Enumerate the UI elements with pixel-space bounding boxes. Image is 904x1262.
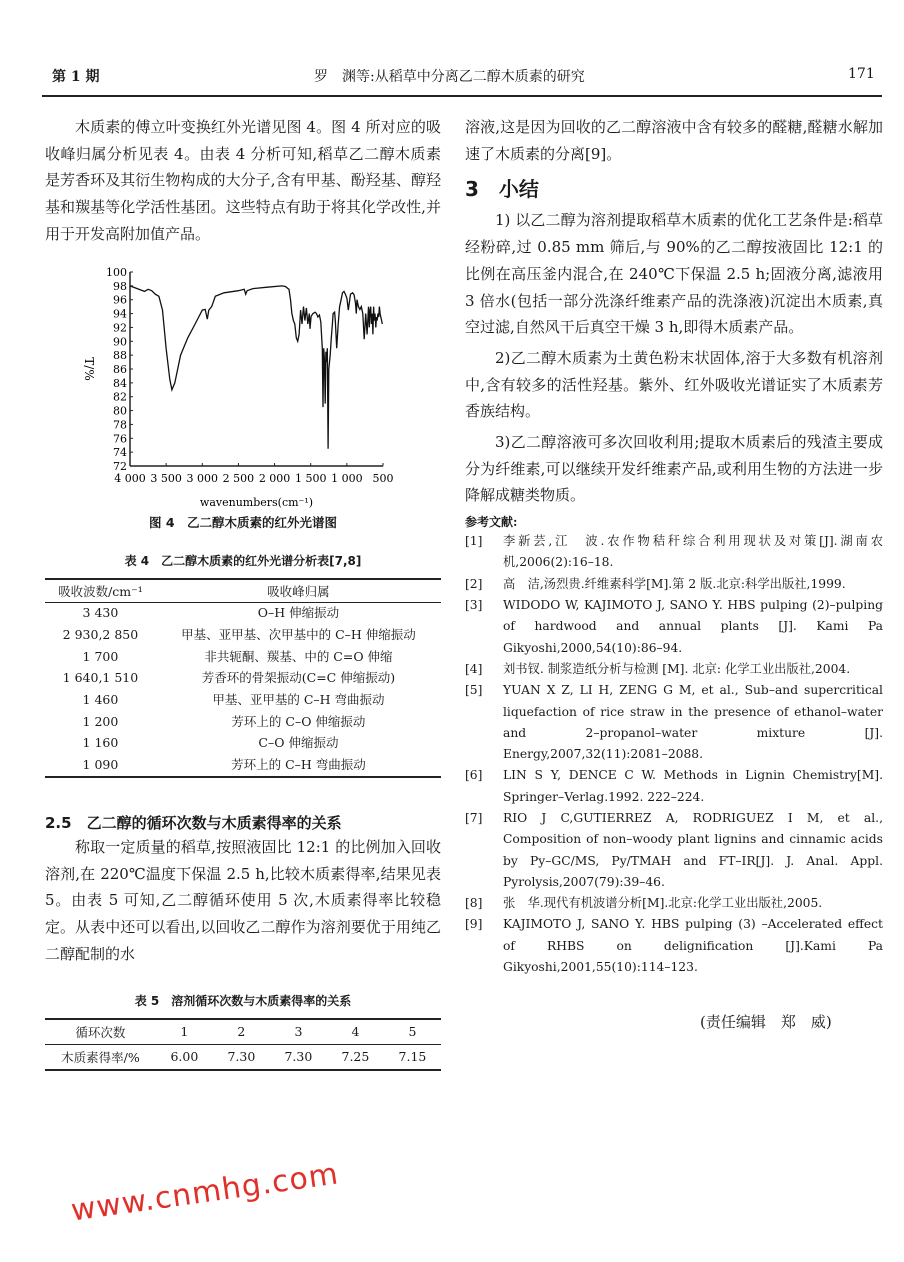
y-tick-label: 88 <box>113 348 127 362</box>
table5-row-label: 木质素得率/% <box>61 1049 140 1065</box>
reference-item <box>465 574 883 595</box>
page-number: 171 <box>848 66 875 82</box>
assignment-cell: 甲基、亚甲基、次甲基中的 C–H 伸缩振动 <box>181 627 416 643</box>
table5 <box>45 1018 441 1071</box>
table-row <box>45 733 441 755</box>
y-tick-label: 96 <box>113 293 127 307</box>
table4 <box>45 578 441 779</box>
reference-number: [1] <box>465 534 483 549</box>
references-heading: 参考文献: <box>465 515 518 530</box>
reference-item <box>465 531 883 574</box>
table4-header: 吸收峰归属 <box>156 579 441 603</box>
spectrum-line <box>130 285 382 448</box>
reference-number: [6] <box>465 768 483 783</box>
y-tick-label: 100 <box>106 265 127 279</box>
reference-item <box>465 893 883 914</box>
reference-text: 刘书钗. 制浆造纸分析与检测 [M]. 北京: 化学工业出版社,2004. <box>503 661 851 676</box>
x-tick-label: 3 000 <box>186 471 219 485</box>
left-column <box>45 114 441 1071</box>
reference-item <box>465 914 883 978</box>
conclusion-item: 2)乙二醇木质素为土黄色粉末状固体,溶于大多数有机溶剂中,含有较多的活性羟基。紫外、红外吸收光谱证实了木质素芳香族结构。 <box>465 348 883 421</box>
header-rule <box>42 95 882 97</box>
y-axis-label: T/% <box>82 356 96 381</box>
assignment-cell: C–O 伸缩振动 <box>258 735 339 751</box>
x-tick-label: 1 000 <box>331 471 363 485</box>
reference-text: WIDODO W, KAJIMOTO J, SANO Y. HBS pulping (2)–pulping of hardwood and annual plants [J]. Kami Pa Gikyoshi,2000,54(10):86–94. <box>503 598 883 655</box>
assignment-cell: 非共轭酮、羰基、中的 C=O 伸缩 <box>204 648 393 664</box>
wavenumber-cell: 1 090 <box>82 757 119 773</box>
yield-cell: 7.30 <box>284 1049 313 1065</box>
x-tick-label: 1 500 <box>294 471 327 485</box>
yield-cell: 6.00 <box>170 1049 199 1065</box>
section-2-5-heading: 2.5 乙二醇的循环次数与木质素得率的关系 <box>45 814 342 833</box>
assignment-cell: 芳环上的 C–O 伸缩振动 <box>231 713 366 729</box>
issue-number: 第 1 期 <box>52 69 100 85</box>
wavenumber-cell: 1 200 <box>82 713 119 729</box>
assignment-cell: O–H 伸缩振动 <box>257 605 340 621</box>
reference-number: [7] <box>465 811 483 825</box>
intro-paragraph: 木质素的傅立叶变换红外光谱见图 4。图 4 所对应的吸收峰归属分析见表 4。由表 4 分析可知,稻草乙二醇木质素是芳香环及其衍生物构成的大分子,含有甲基、酚羟基、醇羟基和羰基等化学活性基团。这些特点有助于将其化学改性,并用于开发高附加值产品。 <box>45 118 441 243</box>
reference-item <box>465 808 883 893</box>
references-list <box>465 531 883 978</box>
conclusion-item: 3)乙二醇溶液可多次回收利用;提取木质素后的残渣主要成分为纤维素,可以继续开发纤维素产品,或利用生物的方法进一步降解成糖类物质。 <box>465 433 883 505</box>
assignment-cell: 芳环上的 C–H 弯曲振动 <box>231 757 366 773</box>
reference-item <box>465 680 883 765</box>
y-tick-label: 86 <box>113 362 127 376</box>
reference-number: [9] <box>465 917 483 932</box>
yield-cell: 7.25 <box>341 1049 370 1065</box>
table-row <box>45 602 441 624</box>
conclusions <box>465 207 883 509</box>
wavenumber-cell: 1 460 <box>82 692 119 708</box>
table-row <box>45 668 441 690</box>
wavenumber-cell: 1 640,1 510 <box>62 670 139 686</box>
y-tick-label: 80 <box>113 404 127 418</box>
reference-item <box>465 659 883 680</box>
yield-cell: 7.15 <box>398 1049 427 1065</box>
wavenumber-cell: 3 430 <box>82 605 119 621</box>
right-column <box>465 114 883 1032</box>
section-2-5-paragraph: 称取一定质量的稻草,按照液固比 12:1 的比例加入回收溶剂,在 220℃温度下保温 2.5 h,比较木质素得率,结果见表 5。由表 5 可知,乙二醇循环使用 5 次,木质素得率比较稳定。从表中还可以看出,以回收乙二醇作为溶剂要优于用纯乙二醇配制的水 <box>45 838 441 963</box>
reference-item <box>465 765 883 808</box>
y-tick-label: 92 <box>113 320 127 334</box>
reference-number: [3] <box>465 598 483 613</box>
cycle-cell: 2 <box>213 1019 270 1045</box>
x-tick-label: 4 000 <box>114 471 146 485</box>
wavenumber-cell: 2 930,2 850 <box>62 627 139 643</box>
running-title: 罗 渊等:从稻草中分离乙二醇木质素的研究 <box>314 69 585 85</box>
reference-text: 张 华.现代有机波谱分析[M].北京:化学工业出版社,2005. <box>503 896 823 911</box>
ir-spectrum-chart <box>60 260 410 512</box>
wavenumber-cell: 1 160 <box>82 735 119 751</box>
reference-number: [2] <box>465 576 483 591</box>
x-axis-label: wavenumbers(cm⁻¹) <box>199 495 314 509</box>
yield-cell: 7.30 <box>227 1049 256 1065</box>
conclusion-item: 1) 以乙二醇为溶剂提取稻草木质素的优化工艺条件是:稻草经粉碎,过 0.85 mm 筛后,与 90%的乙二醇按液固比 12:1 的比例在高压釜内混合,在 240℃下保温 2.5 h;固液分离,滤液用 3 倍水(包括一部分洗涤纤维素产品的洗涤液)沉淀出木质素,真空过滤,自然风干后真空干燥 3 h,即得木质素产品。 <box>465 211 883 337</box>
y-tick-label: 72 <box>113 459 127 473</box>
editor-credit: (责任编辑 郑 威) <box>700 1013 832 1032</box>
table-row <box>45 624 441 646</box>
x-tick-label: 3 500 <box>150 471 182 485</box>
reference-text: YUAN X Z, LI H, ZENG G M, et al., Sub–and supercritical liquefaction of rice straw in the presence of ethanol–water and 2–propanol–water mixture [J]. Energy,2007,32(11):2081–2088. <box>503 683 883 762</box>
table4-header: 吸收波数/cm⁻¹ <box>45 579 156 603</box>
continued-paragraph: 溶液,这是因为回收的乙二醇溶液中含有较多的醛糖,醛糖水解加速了木质素的分离[9]。 <box>465 118 883 163</box>
cycle-cell: 1 <box>156 1019 213 1045</box>
table4-title: 表 4 乙二醇木质素的红外光谱分析表[7,8] <box>124 553 362 568</box>
table-row <box>45 754 441 777</box>
table-row <box>45 689 441 711</box>
table5-title: 表 5 溶剂循环次数与木质素得率的关系 <box>134 993 352 1008</box>
figure-caption: 图 4 乙二醇木质素的红外光谱图 <box>148 514 338 530</box>
y-tick-label: 84 <box>113 376 127 390</box>
y-tick-label: 94 <box>113 307 127 321</box>
cycle-cell: 3 <box>270 1019 327 1045</box>
x-tick-label: 2 500 <box>222 471 255 485</box>
assignment-cell: 甲基、亚甲基的 C–H 弯曲振动 <box>212 692 385 708</box>
y-tick-label: 98 <box>113 279 127 293</box>
assignment-cell: 芳香环的骨架振动(C=C 伸缩振动) <box>201 670 396 686</box>
section-3-heading: 3 小结 <box>465 177 539 202</box>
table5-row-label: 循环次数 <box>45 1019 156 1045</box>
cycle-cell: 5 <box>384 1019 441 1045</box>
reference-number: [8] <box>465 896 483 911</box>
reference-text: LIN S Y, DENCE C W. Methods in Lignin Chemistry[M]. Springer–Verlag.1992. 222–224. <box>503 768 883 804</box>
table-row <box>45 646 441 668</box>
x-tick-label: 500 <box>372 471 394 485</box>
reference-number: [5] <box>465 683 483 698</box>
reference-text: KAJIMOTO J, SANO Y. HBS pulping (3) –Accelerated effect of RHBS on delignification [J].Kami Pa Gikyoshi,2001,55(10):114–123. <box>503 917 883 975</box>
wavenumber-cell: 1 700 <box>82 648 119 664</box>
reference-text: 李新芸,江 波.农作物秸秆综合利用现状及对策[J].湖南农机,2006(2):16–18. <box>503 534 883 570</box>
reference-text: 高 洁,汤烈贵.纤维素科学[M].第 2 版.北京:科学出版社,1999. <box>503 576 846 591</box>
watermark: www.cnmhg.com <box>68 1156 341 1229</box>
y-tick-label: 76 <box>113 431 127 445</box>
reference-item <box>465 595 883 659</box>
y-tick-label: 82 <box>113 390 127 404</box>
y-tick-label: 74 <box>113 445 127 459</box>
x-tick-label: 2 000 <box>258 471 291 485</box>
reference-number: [4] <box>465 661 483 676</box>
y-tick-label: 78 <box>113 417 127 431</box>
cycle-cell: 4 <box>327 1019 384 1045</box>
y-tick-label: 90 <box>113 334 127 348</box>
reference-text: RIO J C,GUTIERREZ A, RODRIGUEZ I M, et al., Composition of non–woody plant lignins and cinnamic acids by Py–GC/MS, Py/TMAH and FT–IR[J]. J. Anal. Appl. Pyrolysis,2007(79):39–46. <box>503 811 883 889</box>
table-row <box>45 711 441 733</box>
